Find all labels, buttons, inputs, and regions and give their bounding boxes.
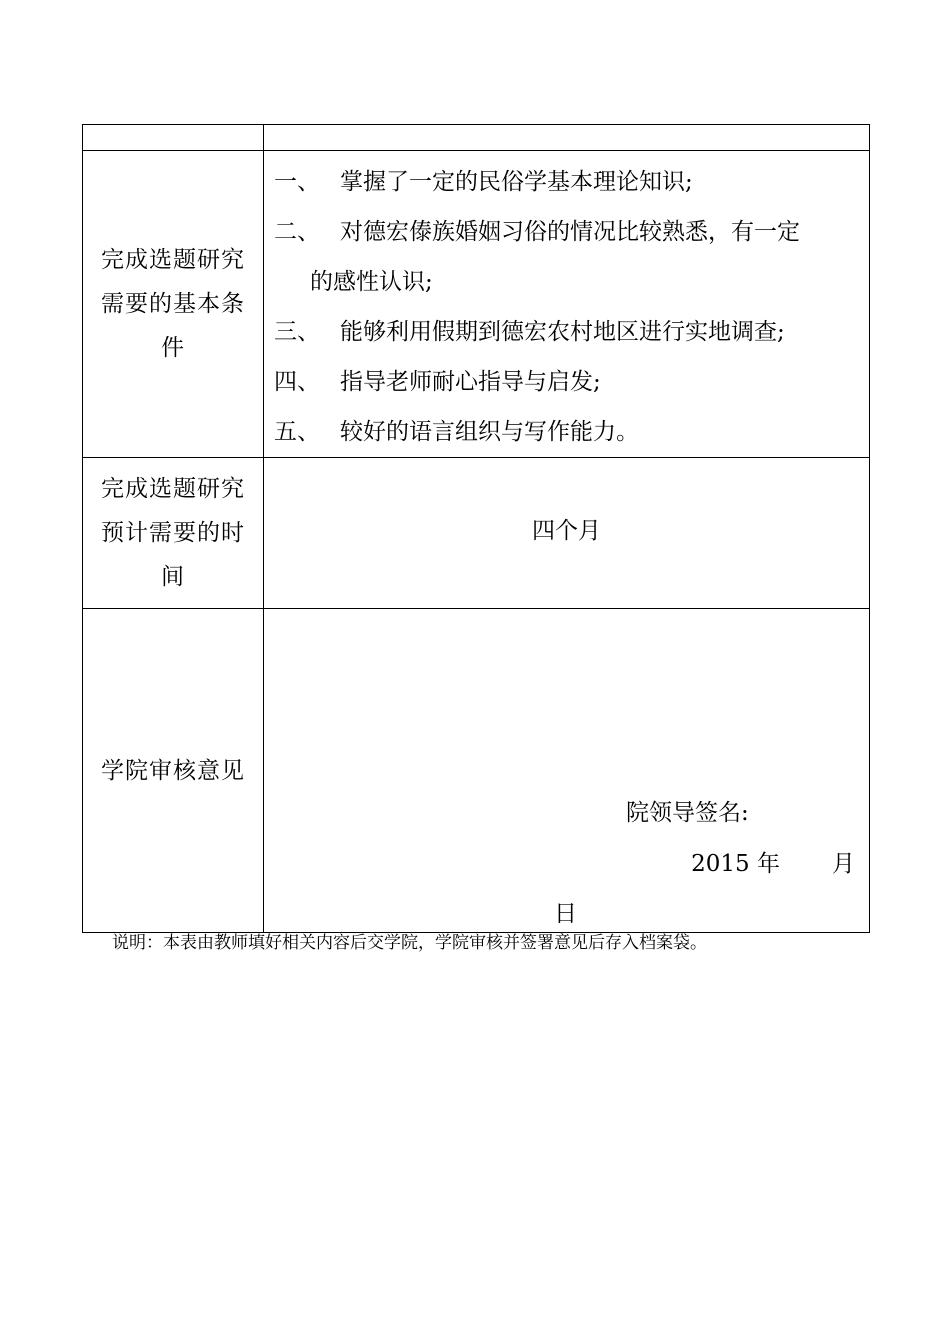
list-item <box>274 357 861 407</box>
review-row <box>83 609 870 933</box>
time-value: 四个月 <box>532 517 601 544</box>
time-content <box>264 458 870 609</box>
review-label-text: 学院审核意见 <box>101 757 245 784</box>
item-number: 四、 <box>274 369 320 395</box>
item-number: 五、 <box>274 419 320 445</box>
item-text-continuation: 的感性认识; <box>310 269 433 295</box>
opening-report-form <box>82 124 870 933</box>
list-item <box>274 207 861 257</box>
month-unit: 月 <box>832 851 855 877</box>
conditions-content <box>264 151 870 458</box>
item-text: 能够利用假期到德宏农村地区进行实地调查; <box>340 319 785 345</box>
list-item <box>274 157 861 207</box>
year-value: 2015 <box>691 851 750 877</box>
blank-header-row <box>83 125 870 151</box>
item-text: 较好的语言组织与写作能力。 <box>340 419 639 445</box>
conditions-label <box>83 151 264 458</box>
item-number: 二、 <box>274 219 320 245</box>
conditions-label-line: 件 <box>161 335 185 361</box>
item-text: 指导老师耐心指导与启发; <box>340 369 601 395</box>
review-box <box>264 609 869 932</box>
time-label-line: 完成选题研究 <box>101 476 245 502</box>
conditions-list <box>264 151 869 457</box>
item-number: 三、 <box>274 319 320 345</box>
time-label-line: 间 <box>161 564 185 590</box>
form-note: 说明：本表由教师填好相关内容后交学院，学院审核并签署意见后存入档案袋。 <box>112 933 707 953</box>
conditions-label-line: 需要的基本条 <box>101 291 245 317</box>
time-label <box>83 458 264 609</box>
time-row <box>83 458 870 609</box>
item-text: 对德宏傣族婚姻习俗的情况比较熟悉，有一定 <box>340 219 800 245</box>
item-text: 掌握了一定的民俗学基本理论知识; <box>340 169 693 195</box>
list-item <box>274 307 861 357</box>
item-number: 一、 <box>274 169 320 195</box>
day-unit: 日 <box>554 901 577 927</box>
year-unit: 年 <box>757 851 780 877</box>
time-label-line: 预计需要的时 <box>101 520 245 546</box>
review-content <box>264 609 870 933</box>
conditions-label-line: 完成选题研究 <box>101 247 245 273</box>
blank-content-cell <box>264 125 870 151</box>
date-line <box>691 845 855 878</box>
list-item <box>274 407 861 457</box>
blank-label-cell <box>83 125 264 151</box>
review-label <box>83 609 264 933</box>
conditions-row <box>83 151 870 458</box>
leader-signature-label: 院领导签名: <box>626 800 749 826</box>
